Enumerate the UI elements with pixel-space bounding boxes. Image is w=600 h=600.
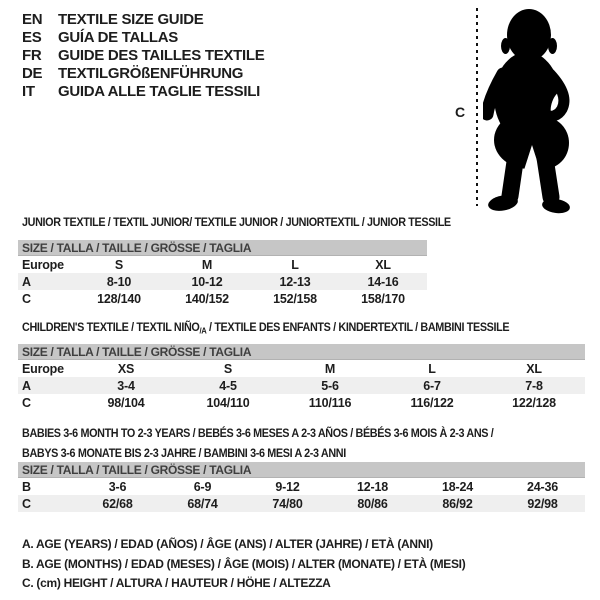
table-cell: 10-12: [191, 274, 223, 289]
table-cell: 152/158: [273, 291, 317, 306]
table-cell: 140/152: [185, 291, 229, 306]
table-cell: 4-5: [219, 378, 237, 393]
language-code: DE: [22, 65, 43, 82]
table-row-height: [18, 290, 427, 307]
table-cell: L: [291, 257, 299, 272]
language-code: IT: [22, 83, 35, 100]
table-cell: L: [428, 361, 436, 376]
language-row: [22, 29, 264, 47]
table-cell: 62/68: [102, 496, 133, 511]
table-cell: 92/98: [527, 496, 558, 511]
table-cell: S: [114, 257, 124, 272]
table-cell: 122/128: [512, 395, 556, 410]
table-cell: 110/116: [308, 395, 352, 410]
figure-height-label: C: [455, 104, 466, 120]
size-header-label: SIZE / TALLA / TAILLE / GRÖSSE / TAGLIA: [22, 462, 252, 477]
table-cell: 9-12: [275, 479, 300, 494]
table-cell: 6-7: [423, 378, 441, 393]
title-line2: BABYS 3-6 MONATE BIS 2-3 JAHRE / BAMBINI 3-6 MESI A 2-3 ANNI: [22, 446, 346, 460]
table-cell: 8-10: [106, 274, 132, 289]
title-subscript: /A: [199, 325, 207, 336]
table-row-height: [18, 495, 585, 512]
footnote-c: C. (cm) HEIGHT / ALTURA / HAUTEUR / HÖHE / ALTEZZA: [22, 576, 331, 590]
babies-size-table: [18, 462, 585, 512]
language-row: [22, 83, 264, 101]
junior-size-table: [18, 240, 427, 307]
size-header-label: SIZE / TALLA / TAILLE / GRÖSSE / TAGLIA: [22, 240, 252, 255]
language-guide: [22, 11, 264, 101]
table-cell: 98/104: [107, 395, 145, 410]
table-cell: 3-6: [108, 479, 127, 494]
table-cell: XL: [375, 257, 391, 272]
row-label: C: [22, 291, 31, 306]
table-cell: XS: [117, 361, 135, 376]
table-cell: 12-13: [279, 274, 311, 289]
table-row-months: [18, 478, 585, 495]
language-code: ES: [22, 29, 42, 46]
table-row-age: [18, 273, 427, 290]
language-code: EN: [22, 11, 43, 28]
language-label: TEXTILGRÖßENFÜHRUNG: [58, 65, 244, 82]
table-cell: M: [324, 361, 336, 376]
table-row-europe: [18, 360, 585, 377]
children-size-table: [18, 344, 585, 411]
table-cell: M: [201, 257, 213, 272]
table-cell: 14-16: [367, 274, 399, 289]
table-cell: XL: [526, 361, 542, 376]
height-measure-line: [476, 8, 478, 206]
table-cell: 3-4: [117, 378, 135, 393]
language-label: GUIDA ALLE TAGLIE TESSILI: [58, 83, 260, 100]
babies-table-title: [22, 425, 493, 462]
table-cell: 80/86: [357, 496, 388, 511]
row-label: A: [22, 378, 31, 393]
size-header-bar: [18, 462, 585, 478]
title-text: / TEXTILE DES ENFANTS / KINDERTEXTIL / BAMBINI TESSILE: [206, 320, 510, 334]
table-cell: 86/92: [442, 496, 473, 511]
row-label: C: [22, 496, 31, 511]
language-label: TEXTILE SIZE GUIDE: [58, 11, 204, 28]
title-text: CHILDREN'S TEXTILE / TEXTIL NIÑO: [22, 320, 200, 334]
row-label: B: [22, 479, 31, 494]
table-cell: 158/170: [361, 291, 405, 306]
table-cell: 68/74: [187, 496, 218, 511]
title-text: BABIES 3-6 MONTH TO 2-3 YEARS / BEBÉS 3-6 MESES A 2-3 AÑOS / BÉBÉS 3-6 MOIS À 2-3 ANS /: [22, 426, 494, 440]
footnote-a: A. AGE (YEARS) / EDAD (AÑOS) / ÂGE (ANS) / ALTER (JAHRE) / ETÀ (ANNI): [22, 537, 433, 551]
row-label: Europe: [22, 361, 64, 376]
table-cell: 24-36: [527, 479, 558, 494]
title-text: JUNIOR TEXTILE / TEXTIL JUNIOR/ TEXTILE JUNIOR / JUNIORTEXTIL / JUNIOR TESSILE: [22, 215, 451, 229]
table-cell: 128/140: [97, 291, 141, 306]
table-cell: 116/122: [410, 395, 454, 410]
language-code: FR: [22, 47, 42, 64]
table-cell: 6-9: [193, 479, 212, 494]
footnote-b: B. AGE (MONTHS) / EDAD (MESES) / ÂGE (MOIS) / ALTER (MONATE) / ETÀ (MESI): [22, 556, 466, 571]
size-header-label: SIZE / TALLA / TAILLE / GRÖSSE / TAGLIA: [22, 344, 252, 359]
footnotes: [22, 535, 465, 594]
table-cell: S: [223, 361, 233, 376]
row-label: A: [22, 274, 31, 289]
language-label: GUÍA DE TALLAS: [58, 29, 178, 46]
children-table-title: [22, 319, 509, 339]
table-cell: 7-8: [525, 378, 543, 393]
row-label: C: [22, 395, 31, 410]
table-cell: 74/80: [272, 496, 303, 511]
table-cell: 104/110: [206, 395, 250, 410]
table-row-age: [18, 377, 585, 394]
language-row: [22, 47, 264, 65]
table-cell: 18-24: [442, 479, 473, 494]
table-cell: 5-6: [321, 378, 339, 393]
size-header-bar: [18, 240, 427, 256]
table-row-height: [18, 394, 585, 411]
table-cell: 12-18: [357, 479, 388, 494]
toddler-silhouette-icon: [483, 4, 597, 216]
table-row-europe: [18, 256, 427, 273]
junior-table-title: [22, 214, 451, 234]
size-header-bar: [18, 344, 585, 360]
language-row: [22, 65, 264, 83]
row-label: Europe: [22, 257, 64, 272]
language-row: [22, 11, 264, 29]
language-label: GUIDE DES TAILLES TEXTILE: [58, 47, 265, 64]
